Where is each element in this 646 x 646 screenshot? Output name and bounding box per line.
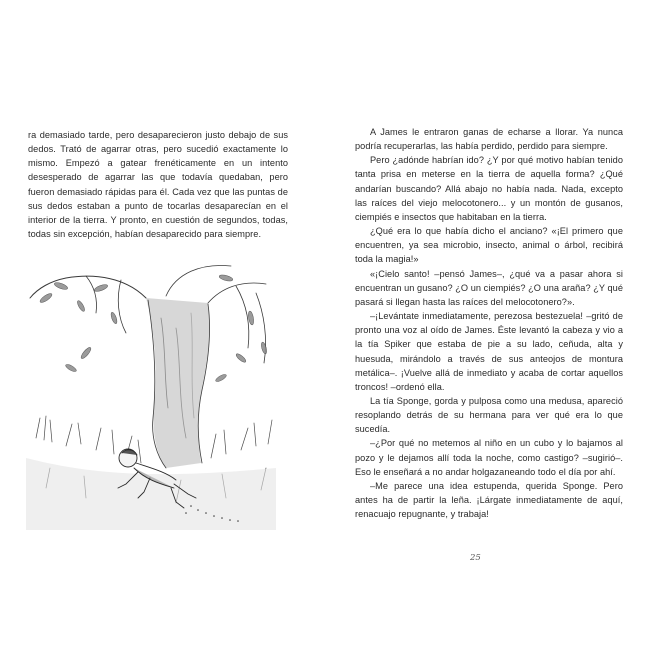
right-paragraph: ¿Qué era lo que había dicho el anciano? «¡El primero que encuentren, ya sea microbio, insecto, animal o árbol, recibirá toda la magia!»: [355, 226, 623, 265]
right-paragraph: A James le entraron ganas de echarse a llorar. Ya nunca podría recuperarlas, las había perdido, perdido para siempre.: [355, 127, 623, 152]
right-page-text: [355, 125, 623, 521]
right-paragraph: –Me parece una idea estupenda, querida Sponge. Pero antes ha de partir la leña. ¡Lárgate inmediatamente de aquí, renacuajo repugnante, y trabaja!: [355, 480, 623, 520]
right-paragraph: La tía Sponge, gorda y pulposa como una medusa, apareció resoplando detrás de su hermana para ver qué era lo que sucedía.: [355, 395, 623, 435]
right-paragraph: –¡Levántate inmediatamente, perezosa bestezuela! –gritó de pronto una voz al oído de James. Éste levantó la cabeza y vio a la tía Spiker que estaba de pie a su lado, ceñuda, alta y huesuda, mirándolo a través de sus anteojos de montura metálica–. ¡Vuelve allá de inmediato y acaba de cortar aquellos troncos! –ordenó ella.: [355, 311, 623, 392]
right-paragraph: –¿Por qué no metemos al niño en un cubo y lo bajamos al pozo y le dejamos allí toda la noche, como castigo? –sugirió–. Eso le enseñará a no andar holgazaneando todo el día por ahí.: [355, 438, 623, 477]
tree-boy-illustration: [26, 258, 276, 530]
right-paragraph: «¡Cielo santo! –pensó James–, ¿qué va a pasar ahora si encuentran un gusano? ¿O un ciempiés? ¿O una araña? ¿Y qué pasará si llegan hasta las raíces del melocotonero?».: [355, 268, 623, 307]
page-number: 25: [470, 553, 481, 563]
right-paragraph: Pero ¿adónde habrían ido? ¿Y por qué motivo habían tenido tanta prisa en meterse en la tierra de aquella forma? ¿Qué andarían buscando? Allá abajo no había nada. Nada, excepto las raíces del viejo melocotonero... y un montón de gusanos, ciempiés e insectos que habitaban en la tierra.: [355, 155, 623, 222]
left-paragraph: ra demasiado tarde, pero desaparecieron justo debajo de sus dedos. Trató de agarrar otras, pero sucedió exactamente lo mismo. Empezó a gatear frenéticamente en un intento desesperado de agarrar las que todavía quedaban, pero fueron demasiado rápidas para él. Cada vez que las puntas de sus dedos estaban a punto de tocarlas desaparecían en el interior de la tierra. Y pronto, en cuestión de segundos, todas, todas sin excepción, habían desaparecido para siempre.: [28, 130, 288, 240]
left-page-text: [28, 128, 288, 241]
